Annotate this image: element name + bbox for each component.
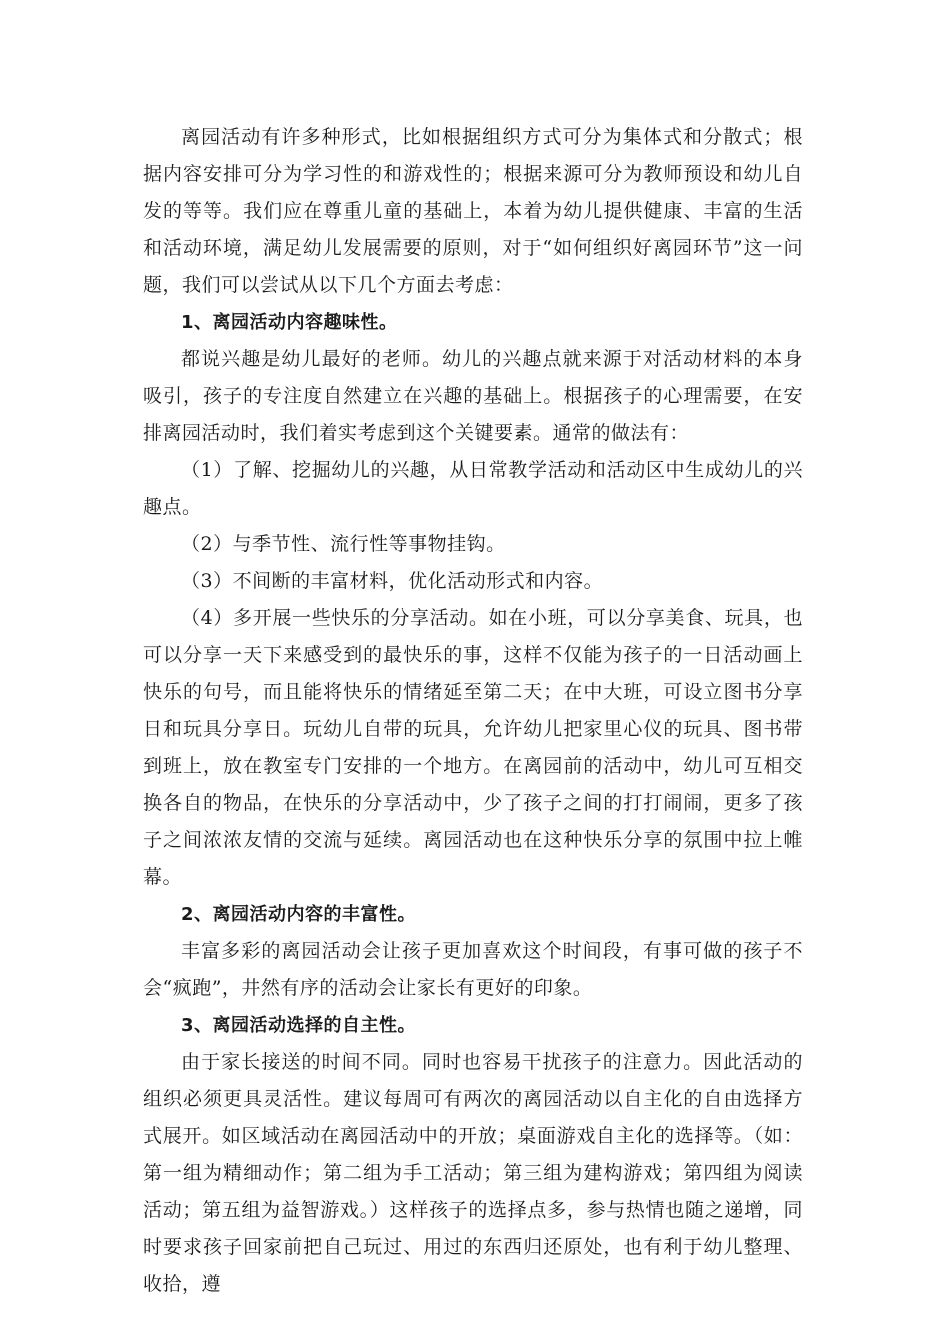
section-3-paragraph: 由于家长接送的时间不同。同时也容易干扰孩子的注意力。因此活动的组织必须更具灵活性。建议每周可有两次的离园活动以自主化的自由选择方式展开。如区域活动在离园活动中的开放；桌面游戏自主化的选择等。（如：第一组为精细动作；第二组为手工活动；第三组为建构游戏；第四组为阅读活动；第五组为益智游戏。）这样孩子的选择点多，参与热情也随之递增，同时要求孩子回家前把自己玩过、用过的东西归还原处，也有利于幼儿整理、收拾，遵 bbox=[143, 1051, 803, 1295]
section-heading-2: 2、离园活动内容的丰富性。 bbox=[181, 904, 417, 925]
section-2-paragraph: 丰富多彩的离园活动会让孩子更加喜欢这个时间段，有事可做的孩子不会“疯跑”，井然有序的活动会让家长有更好的印象。 bbox=[143, 940, 803, 999]
section-heading-3: 3、离园活动选择的自主性。 bbox=[181, 1015, 417, 1036]
list-item-1: （1）了解、挖掘幼儿的兴趣，从日常教学活动和活动区中生成幼儿的兴趣点。 bbox=[143, 459, 803, 518]
list-item-2: （2）与季节性、流行性等事物挂钩。 bbox=[181, 533, 506, 555]
section-heading-1: 1、离园活动内容趣味性。 bbox=[181, 312, 398, 333]
section-1-paragraph: 都说兴趣是幼儿最好的老师。幼儿的兴趣点就来源于对活动材料的本身吸引，孩子的专注度自然建立在兴趣的基础上。根据孩子的心理需要，在安排离园活动时，我们着实考虑到这个关键要素。通常的做法有： bbox=[143, 348, 803, 444]
list-item-4: （4）多开展一些快乐的分享活动。如在小班，可以分享美食、玩具，也可以分享一天下来感受到的最快乐的事，这样不仅能为孩子的一日活动画上快乐的句号，而且能将快乐的情绪延至第二天；在中大班，可设立图书分享日和玩具分享日。玩幼儿自带的玩具，允许幼儿把家里心仪的玩具、图书带到班上，放在教室专门安排的一个地方。在离园前的活动中，幼儿可互相交换各自的物品，在快乐的分享活动中，少了孩子之间的打打闹闹，更多了孩子之间浓浓友情的交流与延续。离园活动也在这种快乐分享的氛围中拉上帷幕。 bbox=[143, 607, 803, 888]
document-page bbox=[143, 119, 803, 1303]
list-item-3: （3）不间断的丰富材料，优化活动形式和内容。 bbox=[181, 570, 604, 592]
intro-paragraph: 离园活动有许多种形式，比如根据组织方式可分为集体式和分散式；根据内容安排可分为学习性的和游戏性的；根据来源可分为教师预设和幼儿自发的等等。我们应在尊重儿童的基础上，本着为幼儿提供健康、丰富的生活和活动环境，满足幼儿发展需要的原则，对于“如何组织好离园环节”这一问题，我们可以尝试从以下几个方面去考虑： bbox=[143, 126, 803, 296]
